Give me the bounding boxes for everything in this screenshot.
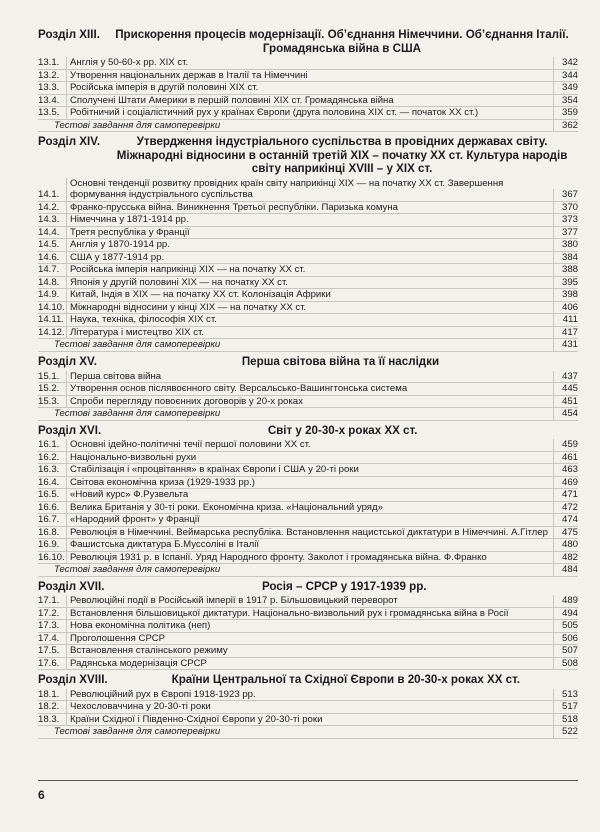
entry-number: 14.6. (38, 251, 60, 263)
entry-page: 461 (553, 452, 578, 464)
toc-row (38, 227, 578, 240)
entry-title: Франко-прусська війна. Виникнення Третьої республіки. Паризька комуна (66, 202, 553, 214)
toc-row (38, 70, 578, 83)
entry-number: 17.6. (38, 657, 60, 669)
section-title: Утвердження індустріального суспільства в провідних державах світу. Міжнародні відносини в останній третій XIX – початку XX ст. Культура народів світу наприкінці XVIII – у XIX ст. (116, 135, 568, 176)
section-number: Розділ XIII. (38, 28, 100, 41)
entry-page: 472 (553, 502, 578, 514)
entry-title: Робітничий і соціалістичний рух у країнах Європи (друга половина XIX ст. — початок XX ст.) (66, 107, 553, 119)
entry-title: Країни Східної і Південно-Східної Європи у 20-30-ті роки (66, 714, 553, 726)
entry-page: 469 (553, 477, 578, 489)
entry-number: 16.6. (38, 501, 60, 513)
toc-row (38, 464, 578, 477)
toc-row (38, 107, 578, 120)
toc-row (38, 383, 578, 396)
entry-title: Японія у другій половині XIX — на початку XX ст. (66, 277, 553, 289)
section-heading (38, 580, 578, 594)
entry-page: 406 (553, 302, 578, 314)
entry-page: 359 (553, 107, 578, 119)
entry-title: Революція в Німеччині. Веймарська республіка. Встановлення нацистської диктатури в Німеччині. А.Гітлер (66, 527, 553, 539)
entry-number: 14.9. (38, 289, 60, 301)
toc-row (38, 289, 578, 302)
toc-row (38, 264, 578, 277)
toc-row (38, 477, 578, 490)
test-row (38, 339, 578, 352)
entry-title: Велика Британія у 30-ті роки. Економічна криза. «Національний уряд» (66, 502, 553, 514)
section-heading (38, 135, 578, 176)
entry-number: 14.10. (38, 301, 65, 313)
entry-number: 14.11. (38, 314, 64, 326)
entry-page: 507 (553, 645, 578, 657)
footer-rule (38, 780, 578, 781)
entry-title: Англія у 50-60-х рр. XIX ст. (66, 57, 553, 69)
entry-number: 16.4. (38, 476, 60, 488)
section-heading (38, 673, 578, 687)
entry-page: 342 (553, 57, 578, 69)
entry-title: Революційний рух в Європі 1918-1923 рр. (66, 689, 553, 701)
toc-section (38, 355, 578, 421)
entry-title: Міжнародні відносини у кінці XIX — на початку XX ст. (66, 302, 553, 314)
toc-row (38, 57, 578, 70)
entry-title: Тестові завдання для самоперевірки (54, 408, 221, 420)
entry-page: 445 (553, 383, 578, 395)
entry-page: 474 (553, 514, 578, 526)
entry-number: 18.1. (38, 688, 60, 700)
toc-row (38, 439, 578, 452)
entry-page: 395 (553, 277, 578, 289)
entry-title: Революція 1931 р. в Іспанії. Уряд Народного фронту. Заколот і громадянська війна. Ф.Франко (66, 552, 553, 564)
page-number: 6 (38, 788, 45, 802)
entry-page: 454 (553, 408, 578, 420)
entry-title: «Новий курс» Ф.Рузвельта (66, 489, 553, 501)
entry-title: Утворення національних держав в Італії та Німеччині (66, 70, 553, 82)
section-number: Розділ XIV. (38, 135, 101, 149)
entry-page: 522 (553, 726, 578, 738)
entry-title: Радянська модернізація СРСР (66, 658, 553, 670)
entry-number: 14.5. (38, 239, 60, 251)
entry-title: Тестові завдання для самоперевірки (54, 564, 221, 576)
entry-page: 417 (553, 327, 578, 339)
entry-page: 484 (553, 564, 578, 576)
entry-number: 14.3. (38, 214, 60, 226)
entry-number: 13.2. (38, 69, 60, 81)
toc-row (38, 701, 578, 714)
entry-title: «Народний фронт» у Франції (66, 514, 553, 526)
toc-section (38, 135, 578, 352)
toc-row (38, 608, 578, 621)
section-title: Росія – СРСР у 1917-1939 рр. (261, 579, 427, 593)
entry-number: 14.2. (38, 201, 60, 213)
entry-title: Тестові завдання для самоперевірки (54, 339, 221, 351)
toc-row (38, 645, 578, 658)
entry-number: 17.5. (38, 645, 60, 657)
entry-title: Російська імперія наприкінці XIX — на початку XX ст. (66, 264, 553, 276)
entry-number: 14.7. (38, 264, 60, 276)
toc-section (38, 580, 578, 671)
entry-title: Утворення основ післявоєнного світу. Версальсько-Вашингтонська система (66, 383, 553, 395)
entry-page: 508 (553, 658, 578, 670)
entry-number: 15.3. (38, 395, 60, 407)
entry-page: 471 (553, 489, 578, 501)
entry-number: 14.8. (38, 276, 60, 288)
entry-page: 517 (553, 701, 578, 713)
section-number: Розділ XVI. (38, 423, 102, 437)
entry-title: Спроби перегляду повоєнних договорів у 20-х роках (66, 396, 553, 408)
entry-page: 388 (553, 264, 578, 276)
entry-number: 15.1. (38, 370, 60, 382)
toc-row (38, 371, 578, 384)
test-row (38, 564, 578, 577)
entry-page: 451 (553, 396, 578, 408)
entry-page: 370 (553, 202, 578, 214)
entry-number: 17.4. (38, 632, 60, 644)
entry-page: 505 (553, 620, 578, 632)
toc-section (38, 673, 578, 739)
entry-number: 18.3. (38, 713, 60, 725)
entry-number: 14.12. (38, 326, 65, 338)
entry-page: 482 (553, 552, 578, 564)
toc-row (38, 714, 578, 727)
entry-page: 494 (553, 608, 578, 620)
toc-row (38, 552, 578, 565)
toc-row (38, 314, 578, 327)
entry-page: 506 (553, 633, 578, 645)
toc-section (38, 424, 578, 577)
entry-title: Революційні події в Російській імперії в 1917 р. Більшовицький переворот (66, 595, 553, 607)
entry-number: 16.8. (38, 526, 60, 538)
section-heading (38, 355, 578, 369)
toc-row (38, 239, 578, 252)
entry-page: 344 (553, 70, 578, 82)
toc-row (38, 214, 578, 227)
entry-title: Чехословаччина у 20-30-ті роки (66, 701, 553, 713)
entry-page: 475 (553, 527, 578, 539)
toc-row (38, 620, 578, 633)
entry-title: Сполучені Штати Америки в першій половині XIX ст. Громадянська війна (66, 95, 553, 107)
entry-title: Третя республіка у Франції (66, 227, 553, 239)
entry-number: 13.3. (38, 82, 60, 94)
toc-row (38, 514, 578, 527)
entry-page: 384 (553, 252, 578, 264)
entry-page: 459 (553, 439, 578, 451)
toc-row (38, 595, 578, 608)
entry-page: 463 (553, 464, 578, 476)
entry-number: 16.5. (38, 489, 60, 501)
entry-title: Світова економічна криза (1929-1933 рр.) (66, 477, 553, 489)
test-row (38, 726, 578, 739)
entry-page: 380 (553, 239, 578, 251)
entry-title: Встановлення сталінського режиму (66, 645, 553, 657)
toc-row (38, 502, 578, 515)
entry-title: США у 1877-1914 рр. (66, 252, 553, 264)
toc-row (38, 202, 578, 215)
entry-number: 14.4. (38, 226, 60, 238)
entry-title: Основні тенденції розвитку провідних країн світу наприкінці XIX — на початку XX ст. Завершення формування індустріального суспільства (66, 178, 553, 201)
entry-number: 18.2. (38, 701, 60, 713)
entry-page: 437 (553, 371, 578, 383)
toc-row (38, 302, 578, 315)
entry-title: Англія у 1870-1914 рр. (66, 239, 553, 251)
section-title: Прискорення процесів модернізації. Об’єднання Німеччини. Об’єднання Італії. Громадянська війна в США (115, 28, 569, 55)
entry-title: Національно-визвольні рухи (66, 452, 553, 464)
entry-number: 17.1. (38, 595, 60, 607)
toc-row (38, 489, 578, 502)
entry-title: Нова економічна політика (неп) (66, 620, 553, 632)
entry-number: 13.5. (38, 107, 60, 119)
toc-row (38, 539, 578, 552)
entry-number: 14.1. (38, 189, 60, 201)
toc-row (38, 95, 578, 108)
toc-section (38, 28, 578, 132)
entry-title: Російська імперія в другій половині XIX ст. (66, 82, 553, 94)
toc-row (38, 178, 578, 202)
entry-number: 16.7. (38, 514, 60, 526)
entry-number: 16.3. (38, 464, 60, 476)
entry-title: Основні ідейно-політичні течії першої половини XX ст. (66, 439, 553, 451)
entry-number: 16.2. (38, 451, 60, 463)
test-row (38, 120, 578, 133)
entry-number: 17.3. (38, 620, 60, 632)
toc-row (38, 633, 578, 646)
section-number: Розділ XV. (38, 354, 97, 368)
entry-number: 16.1. (38, 439, 60, 451)
entry-page: 362 (553, 120, 578, 132)
entry-page: 431 (553, 339, 578, 351)
entry-page: 489 (553, 595, 578, 607)
entry-title: Література і мистецтво XIX ст. (66, 327, 553, 339)
entry-title: Проголошення СРСР (66, 633, 553, 645)
section-number: Розділ XVII. (38, 579, 105, 593)
entry-page: 373 (553, 214, 578, 226)
toc-row (38, 277, 578, 290)
entry-number: 16.9. (38, 539, 60, 551)
entry-number: 17.2. (38, 607, 60, 619)
section-heading (38, 28, 578, 55)
toc-row (38, 452, 578, 465)
entry-number: 16.10. (38, 551, 65, 563)
section-heading (38, 424, 578, 438)
entry-number: 13.1. (38, 57, 60, 69)
toc-row (38, 82, 578, 95)
entry-number: 13.4. (38, 94, 60, 106)
toc-row (38, 658, 578, 671)
entry-title: Стабілізація і «процвітання» в країнах Європи і США у 20-ті роки (66, 464, 553, 476)
section-title: Світ у 20-30-х роках XX ст. (267, 423, 418, 437)
section-number: Розділ XVIII. (38, 673, 108, 687)
section-title: Країни Центральної та Східної Європи в 20-30-х роках XX ст. (171, 673, 521, 687)
entry-page: 513 (553, 689, 578, 701)
entry-page: 398 (553, 289, 578, 301)
entry-page: 349 (553, 82, 578, 94)
entry-title: Тестові завдання для самоперевірки (54, 119, 221, 131)
entry-title: Наука, техніка, філософія XIX ст. (66, 314, 553, 326)
table-of-contents (38, 28, 578, 742)
entry-page: 354 (553, 95, 578, 107)
entry-title: Фашистська диктатура Б.Муссоліні в Італії (66, 539, 553, 551)
entry-title: Німеччина у 1871-1914 рр. (66, 214, 553, 226)
entry-title: Перша світова війна (66, 371, 553, 383)
toc-row (38, 396, 578, 409)
entry-page: 377 (553, 227, 578, 239)
test-row (38, 408, 578, 421)
toc-row (38, 327, 578, 340)
entry-page: 367 (553, 189, 578, 201)
entry-title: Китай, Індія в XIX — на початку XX ст. Колонізація Африки (66, 289, 553, 301)
toc-row (38, 252, 578, 265)
section-title: Перша світова війна та її наслідки (241, 354, 440, 368)
entry-title: Тестові завдання для самоперевірки (54, 726, 221, 738)
entry-title: Встановлення більшовицької диктатури. Національно-визвольний рух і громадянська війна в Росії (66, 608, 553, 620)
entry-number: 15.2. (38, 383, 60, 395)
entry-page: 518 (553, 714, 578, 726)
toc-row (38, 689, 578, 702)
entry-page: 480 (553, 539, 578, 551)
entry-page: 411 (553, 314, 578, 326)
toc-row (38, 527, 578, 540)
